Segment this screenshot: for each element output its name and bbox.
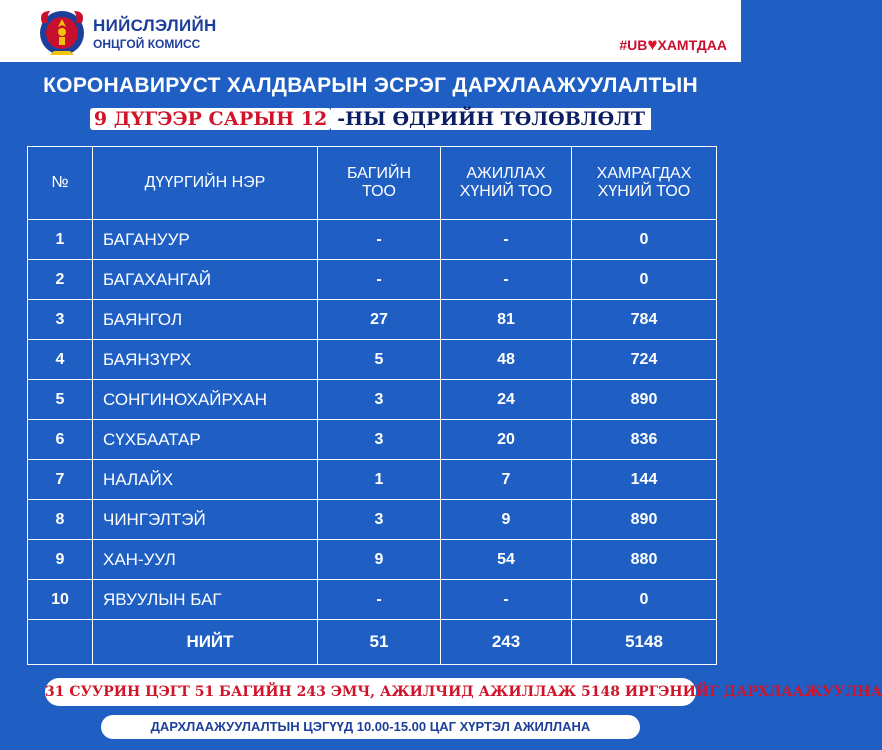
row-district: ЧИНГЭЛТЭЙ	[93, 500, 318, 540]
row-staff: -	[441, 220, 572, 260]
total-staff: 243	[441, 620, 572, 665]
row-teams: 5	[318, 340, 441, 380]
table-row	[28, 300, 717, 340]
row-staff: 20	[441, 420, 572, 460]
table-row	[28, 380, 717, 420]
row-district: СОНГИНОХАЙРХАН	[93, 380, 318, 420]
table-row	[28, 580, 717, 620]
total-label: НИЙТ	[93, 620, 318, 665]
header-covered	[572, 147, 717, 220]
table-row	[28, 460, 717, 500]
row-district: БАЯНЗҮРХ	[93, 340, 318, 380]
table-row	[28, 500, 717, 540]
hashtag-suffix: ХАМТДАА	[657, 37, 727, 53]
hashtag-prefix: #UB	[619, 37, 648, 53]
header-no: №	[28, 147, 93, 220]
row-no: 4	[28, 340, 93, 380]
row-covered: 836	[572, 420, 717, 460]
total-row	[28, 620, 717, 665]
table-row	[28, 340, 717, 380]
row-teams: 3	[318, 500, 441, 540]
summary-banner: 31 СУУРИН ЦЭГТ 51 БАГИЙН 243 ЭМЧ, АЖИЛЧИД АЖИЛЛАЖ 5148 ИРГЭНИЙГ ДАРХЛААЖУУЛНА	[45, 678, 696, 706]
header-covered-line1: ХАМРАГДАХ	[596, 165, 692, 182]
row-covered: 0	[572, 580, 717, 620]
row-district: БАГАХАНГАЙ	[93, 260, 318, 300]
row-no: 9	[28, 540, 93, 580]
header-name: ДҮҮРГИЙН НЭР	[93, 147, 318, 220]
row-staff: -	[441, 260, 572, 300]
date-highlight: 9 ДҮГЭЭР САРЫН 12	[90, 108, 331, 130]
header-staff-line2: ХҮНИЙ ТОО	[459, 183, 553, 200]
row-covered: 890	[572, 500, 717, 540]
table-header-row	[28, 147, 717, 220]
row-teams: -	[318, 260, 441, 300]
table-row	[28, 260, 717, 300]
row-district: ХАН-УУЛ	[93, 540, 318, 580]
row-covered: 0	[572, 260, 717, 300]
row-district: ЯВУУЛЫН БАГ	[93, 580, 318, 620]
row-staff: 7	[441, 460, 572, 500]
row-no: 8	[28, 500, 93, 540]
row-covered: 0	[572, 220, 717, 260]
header-teams	[318, 147, 441, 220]
table-row	[28, 220, 717, 260]
row-no: 6	[28, 420, 93, 460]
hours-banner: ДАРХЛААЖУУЛАЛТЫН ЦЭГҮҮД 10.00-15.00 ЦАГ ХҮРТЭЛ АЖИЛЛАНА	[101, 715, 640, 739]
header-staff	[441, 147, 572, 220]
row-staff: 81	[441, 300, 572, 340]
row-covered: 784	[572, 300, 717, 340]
org-name-line1: НИЙСЛЭЛИЙН	[93, 16, 217, 35]
row-no: 7	[28, 460, 93, 500]
row-covered: 890	[572, 380, 717, 420]
row-teams: 9	[318, 540, 441, 580]
vaccination-plan-table	[27, 146, 717, 665]
date-rest: -НЫ ӨДРИЙН ТӨЛӨВЛӨЛТ	[331, 108, 651, 130]
row-teams: 3	[318, 380, 441, 420]
row-teams: 27	[318, 300, 441, 340]
row-no: 5	[28, 380, 93, 420]
row-staff: 54	[441, 540, 572, 580]
row-staff: 9	[441, 500, 572, 540]
table-row	[28, 420, 717, 460]
row-covered: 724	[572, 340, 717, 380]
heart-icon: ♥	[647, 35, 658, 54]
header-teams-line2: ТОО	[362, 183, 396, 200]
page-title: КОРОНАВИРУСТ ХАЛДВАРЫН ЭСРЭГ ДАРХЛААЖУУЛАЛТЫН	[43, 74, 698, 97]
row-district: БАЯНГОЛ	[93, 300, 318, 340]
soyombo-emblem-icon	[36, 5, 88, 59]
total-covered: 5148	[572, 620, 717, 665]
row-teams: 1	[318, 460, 441, 500]
total-no-cell	[28, 620, 93, 665]
row-no: 3	[28, 300, 93, 340]
row-staff: 24	[441, 380, 572, 420]
header-staff-line1: АЖИЛЛАХ	[466, 165, 546, 182]
row-staff: -	[441, 580, 572, 620]
row-no: 10	[28, 580, 93, 620]
table-row	[28, 540, 717, 580]
header-bar	[0, 0, 741, 62]
row-teams: 3	[318, 420, 441, 460]
row-staff: 48	[441, 340, 572, 380]
row-covered: 144	[572, 460, 717, 500]
row-district: СҮХБААТАР	[93, 420, 318, 460]
row-district: НАЛАЙХ	[93, 460, 318, 500]
page-subtitle	[0, 108, 741, 130]
row-no: 1	[28, 220, 93, 260]
org-name-line2: ОНЦГОЙ КОМИСС	[93, 37, 201, 51]
campaign-hashtag	[619, 35, 727, 55]
total-teams: 51	[318, 620, 441, 665]
row-no: 2	[28, 260, 93, 300]
row-district: БАГАНУУР	[93, 220, 318, 260]
header-teams-line1: БАГИЙН	[346, 165, 412, 182]
row-teams: -	[318, 220, 441, 260]
row-covered: 880	[572, 540, 717, 580]
row-teams: -	[318, 580, 441, 620]
header-covered-line2: ХҮНИЙ ТОО	[597, 183, 691, 200]
